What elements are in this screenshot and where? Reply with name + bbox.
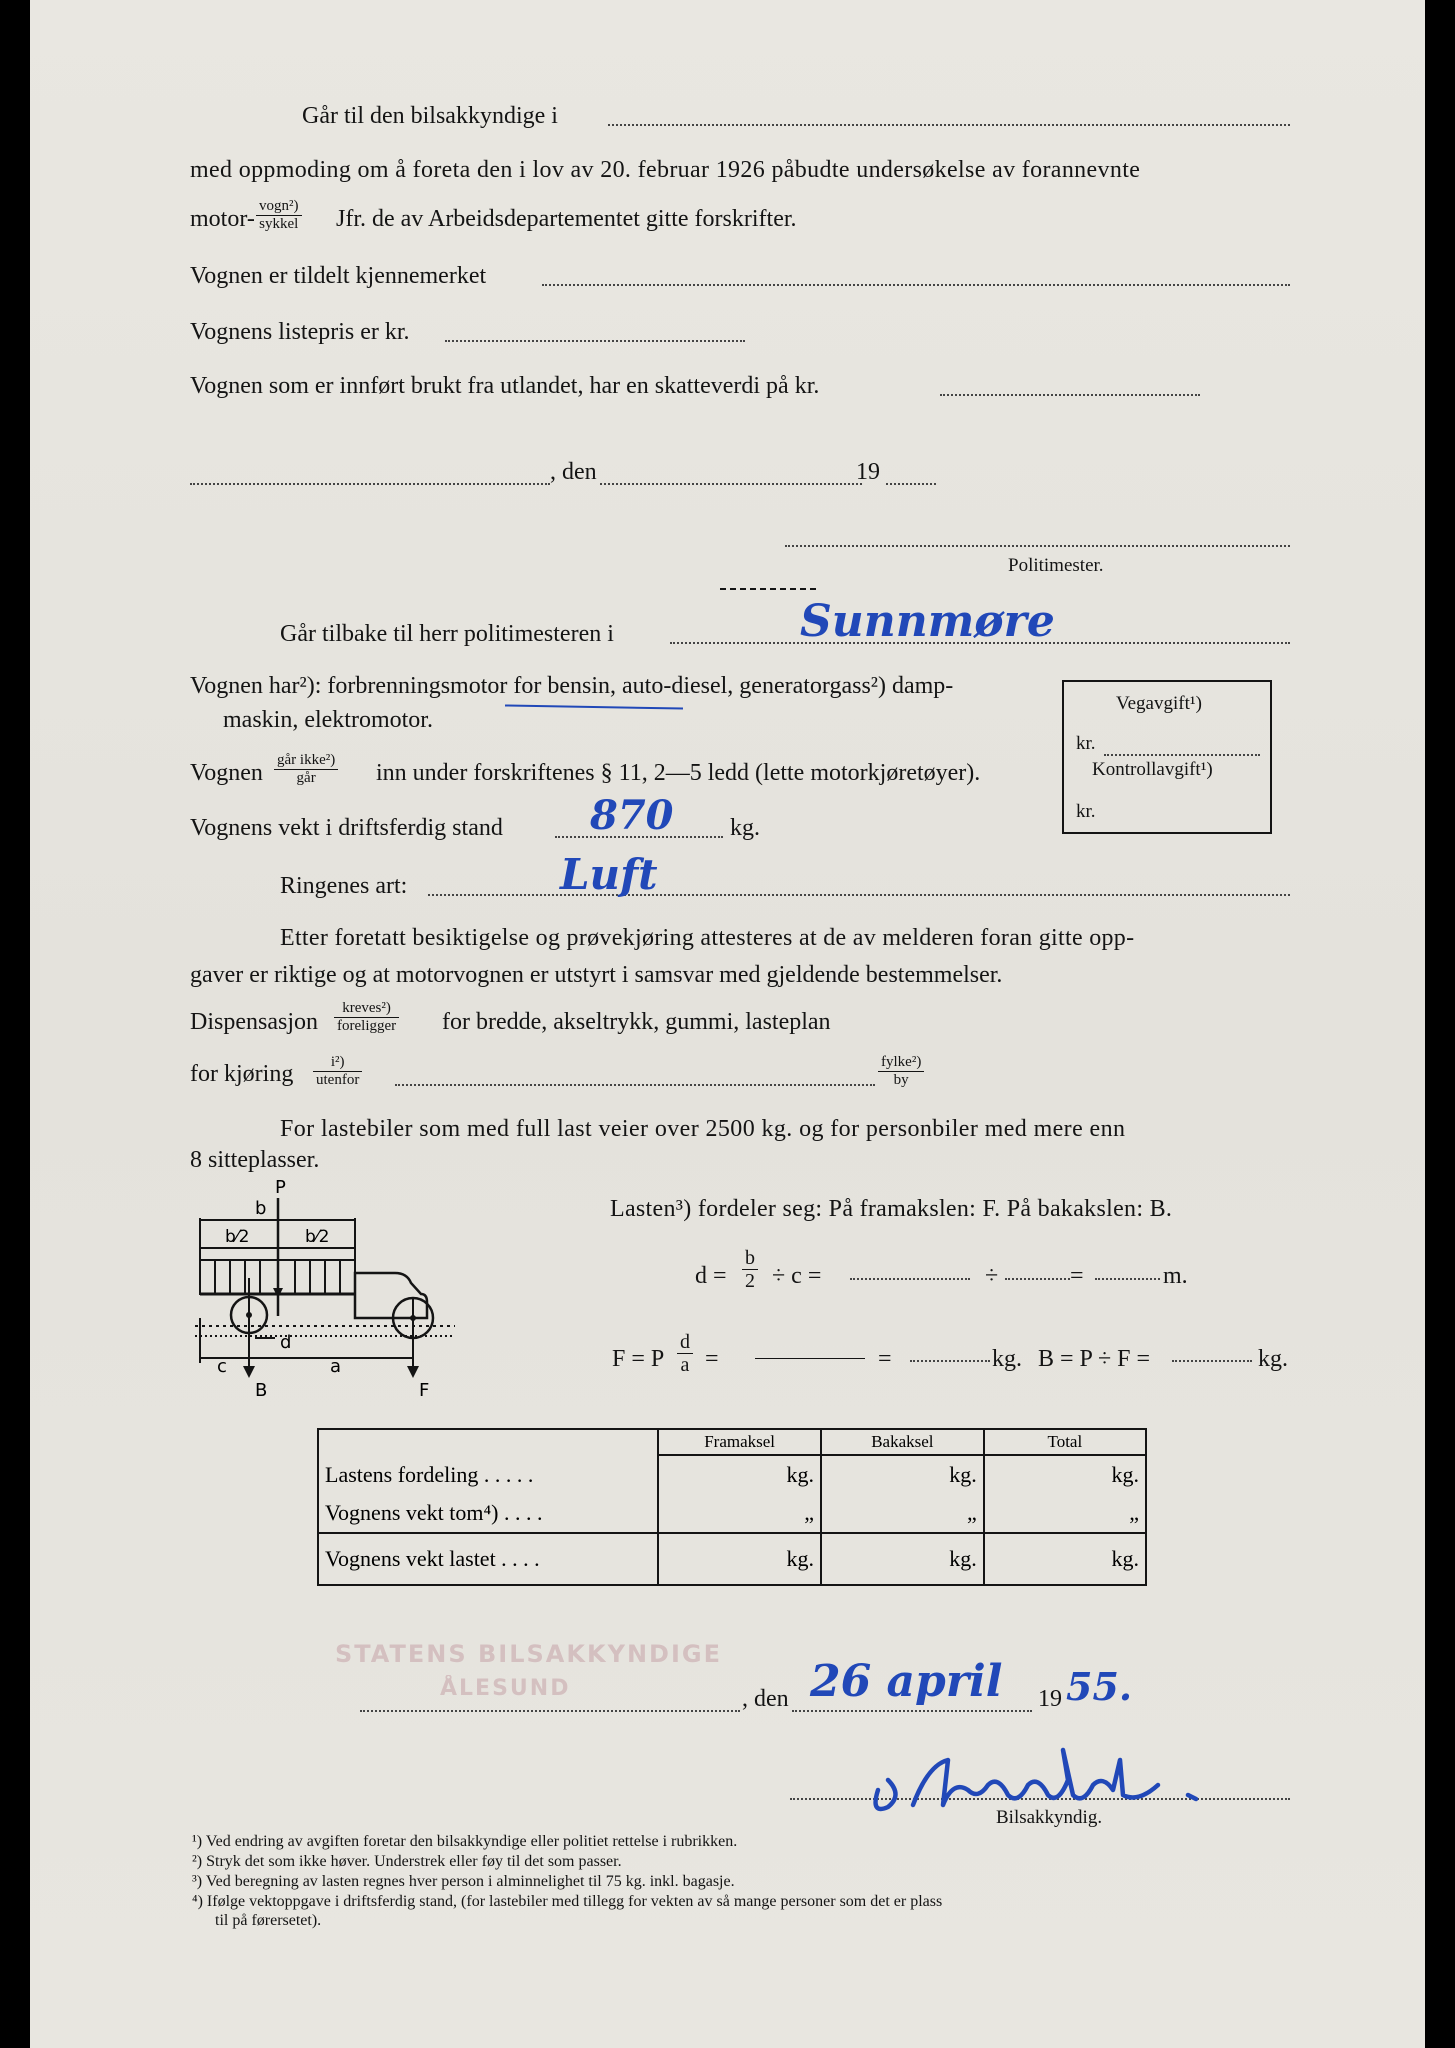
bilsakkyndig-label: Bilsakkyndig. bbox=[996, 1807, 1103, 1828]
label-f: F bbox=[419, 1380, 430, 1401]
f-formula-start: F = P bbox=[612, 1346, 665, 1372]
table-row bbox=[318, 1494, 1146, 1533]
politimester-place-handwritten: Sunnmøre bbox=[800, 596, 1055, 647]
kjennemerke-line bbox=[542, 284, 1290, 286]
footnote-1: ¹) Ved endring av avgiften foretar den bilsakkyndige eller politiet rettelse i rubrikken. bbox=[192, 1833, 738, 1850]
table-header-bakaksel: Bakaksel bbox=[821, 1429, 984, 1455]
attest-line1: Etter foretatt besiktigelse og prøvekjøring attesteres at de av melderen foran gitte opp- bbox=[280, 925, 1135, 951]
dispensasjon-text: for bredde, akseltrykk, gummi, lasteplan bbox=[442, 1009, 831, 1035]
label-b2-right: b⁄2 bbox=[305, 1227, 330, 1247]
label-c: c bbox=[217, 1356, 227, 1377]
row-label-lastet: Vognens vekt lastet . . . . bbox=[318, 1533, 658, 1585]
gaar-ikke-fraction: går ikke²) går bbox=[274, 752, 338, 787]
table-cell: kg. bbox=[984, 1455, 1146, 1494]
kontrollavgift-label: Kontrollavgift¹) bbox=[1092, 759, 1213, 780]
gaar-til-label: Går til den bilsakkyndige i bbox=[302, 103, 558, 129]
d-value-line2 bbox=[1005, 1278, 1070, 1280]
forskrifter-text: Jfr. de av Arbeidsdepartementet gitte forskrifter. bbox=[336, 206, 797, 232]
den-label-bottom: , den bbox=[742, 1686, 789, 1712]
avgift-box bbox=[1062, 680, 1272, 834]
politimester-signature-line bbox=[785, 545, 1290, 547]
date-line-bottom bbox=[792, 1710, 1032, 1712]
label-bb: B bbox=[255, 1380, 268, 1401]
f-fraction-line bbox=[755, 1358, 865, 1359]
table-cell: kg. bbox=[984, 1533, 1146, 1585]
stamp-line1: STATENS BILSAKKYNDIGE bbox=[335, 1640, 722, 1668]
motor-prefix: motor- bbox=[190, 206, 255, 232]
separator-mark bbox=[720, 588, 816, 590]
place-line-bottom bbox=[360, 1710, 740, 1712]
d-result-line bbox=[1095, 1278, 1160, 1280]
lastebiler-line2: 8 sitteplasser. bbox=[190, 1147, 320, 1173]
year-line-top bbox=[886, 483, 936, 485]
year-handwritten: 55. bbox=[1066, 1664, 1133, 1709]
date-handwritten: 26 april bbox=[810, 1656, 1003, 1707]
skatteverdi-label: Vognen som er innført brukt fra utlandet, har en skatteverdi på kr. bbox=[190, 373, 820, 399]
ringenes-label: Ringenes art: bbox=[280, 873, 408, 899]
d-formula-start: d = bbox=[695, 1263, 727, 1289]
vogn-sykkel-fraction: vogn²) sykkel bbox=[256, 198, 302, 233]
gaar-tilbake-label: Går tilbake til herr politimesteren i bbox=[280, 621, 614, 647]
label-b: b bbox=[255, 1198, 267, 1219]
f-result-line bbox=[910, 1360, 990, 1362]
vegavgift-label: Vegavgift¹) bbox=[1116, 693, 1202, 714]
table-row bbox=[318, 1533, 1146, 1585]
vekt-unit: kg. bbox=[730, 815, 760, 841]
b-formula: B = P ÷ F = bbox=[1038, 1346, 1151, 1372]
f-kg: kg. bbox=[992, 1346, 1022, 1372]
label-b2-left: b⁄2 bbox=[225, 1227, 250, 1247]
footnote-4: ⁴) Ifølge vektoppgave i driftsferdig stand, (for lastebiler med tillegg for vekten av så mange personer som det er plass bbox=[192, 1893, 943, 1910]
footnote-3: ³) Ved beregning av lasten regnes hver person i alminnelighet til 75 kg. inkl. bagasje. bbox=[192, 1873, 735, 1890]
vognen-har-line2: maskin, elektromotor. bbox=[223, 707, 433, 733]
vognen-prefix: Vognen bbox=[190, 760, 263, 786]
b-result-line bbox=[1172, 1360, 1252, 1362]
ringenes-line bbox=[428, 894, 1290, 896]
table-cell: „ bbox=[821, 1494, 984, 1533]
year-prefix-bottom: 19 bbox=[1038, 1686, 1062, 1712]
d-formula-div: ÷ bbox=[985, 1263, 999, 1289]
table-cell: kg. bbox=[658, 1455, 821, 1494]
footnote-4-cont: til på førersetet). bbox=[215, 1912, 322, 1929]
label-d: d bbox=[280, 1332, 292, 1353]
vegavgift-kr: kr. bbox=[1076, 733, 1096, 754]
table-cell: kg. bbox=[658, 1533, 821, 1585]
table-cell: „ bbox=[658, 1494, 821, 1533]
table-cell: kg. bbox=[821, 1533, 984, 1585]
b-over-2-fraction: $\frac{b}{2}$ bbox=[742, 1247, 758, 1292]
footnote-2: ²) Stryk det som ikke høver. Understrek eller føy til det som passer. bbox=[192, 1853, 622, 1870]
vekt-handwritten: 870 bbox=[590, 792, 674, 839]
table-header-blank bbox=[318, 1429, 658, 1455]
table-row bbox=[318, 1455, 1146, 1494]
stamp-line2: ÅLESUND bbox=[440, 1676, 571, 1701]
table-cell: kg. bbox=[821, 1455, 984, 1494]
kontrollavgift-kr: kr. bbox=[1076, 801, 1096, 822]
d-over-a-fraction: $\frac{d}{a}$ bbox=[677, 1331, 693, 1376]
d-formula-mid: ÷ c = bbox=[772, 1263, 822, 1289]
row-label-lastens: Lastens fordeling . . . . . bbox=[318, 1455, 658, 1494]
d-formula-eq: = bbox=[1070, 1263, 1084, 1289]
label-p: P bbox=[275, 1178, 286, 1198]
politimester-label: Politimester. bbox=[1008, 555, 1104, 576]
i-utenfor-fraction: i²) utenfor bbox=[313, 1054, 362, 1089]
load-table bbox=[317, 1428, 1147, 1586]
truck-load-diagram bbox=[195, 1178, 575, 1403]
form-page bbox=[30, 0, 1425, 2048]
f-formula-eq2: = bbox=[878, 1346, 892, 1372]
d-formula-unit: m. bbox=[1163, 1263, 1188, 1289]
ringenes-handwritten: Luft bbox=[560, 850, 658, 899]
fylke-by-fraction: fylke²) by bbox=[878, 1054, 924, 1089]
b-kg: kg. bbox=[1258, 1346, 1288, 1372]
vognen-har-line1: Vognen har²): forbrenningsmotor for bensin, auto-diesel, generatorgass²) damp- bbox=[190, 673, 954, 699]
listepris-label: Vognens listepris er kr. bbox=[190, 319, 410, 345]
lastebiler-line1: For lastebiler som med full last veier over 2500 kg. og for personbiler med mere enn bbox=[280, 1116, 1126, 1142]
table-cell: „ bbox=[984, 1494, 1146, 1533]
dispensasjon-prefix: Dispensasjon bbox=[190, 1009, 318, 1035]
forskrift-paragraph: inn under forskriftenes § 11, 2—5 ledd (lette motorkjøretøyer). bbox=[376, 760, 981, 786]
label-a: a bbox=[330, 1356, 342, 1377]
f-formula-eq1: = bbox=[705, 1346, 719, 1372]
d-value-line1 bbox=[850, 1278, 970, 1280]
attest-line2: gaver er riktige og at motorvognen er utstyrt i samsvar med gjeldende bestemmelser. bbox=[190, 962, 1003, 988]
kreves-fraction: kreves²) foreligger bbox=[334, 1000, 399, 1035]
table-header-row bbox=[318, 1429, 1146, 1455]
row-label-tom: Vognens vekt tom⁴) . . . . bbox=[318, 1494, 658, 1533]
skatteverdi-line bbox=[940, 394, 1200, 396]
year-prefix-top: 19 bbox=[856, 459, 880, 485]
date-line-top bbox=[600, 483, 862, 485]
table-header-framaksel: Framaksel bbox=[658, 1429, 821, 1455]
listepris-line bbox=[445, 340, 745, 342]
kjoring-line bbox=[395, 1084, 875, 1086]
den-label-top: , den bbox=[550, 459, 597, 485]
oppmoding-text: med oppmoding om å foreta den i lov av 20. februar 1926 påbudte undersøkelse av forannevnte bbox=[190, 157, 1141, 183]
place-line-top bbox=[190, 483, 550, 485]
bensin-underline bbox=[505, 704, 683, 709]
vekt-label: Vognens vekt i driftsferdig stand bbox=[190, 815, 503, 841]
bilsakkyndige-line bbox=[608, 124, 1290, 126]
kjennemerke-label: Vognen er tildelt kjennemerket bbox=[190, 263, 487, 289]
kjoring-prefix: for kjøring bbox=[190, 1061, 294, 1087]
lasten-text: Lasten³) fordeler seg: På framakslen: F. På bakakslen: B. bbox=[610, 1196, 1173, 1222]
table-header-total: Total bbox=[984, 1429, 1146, 1455]
